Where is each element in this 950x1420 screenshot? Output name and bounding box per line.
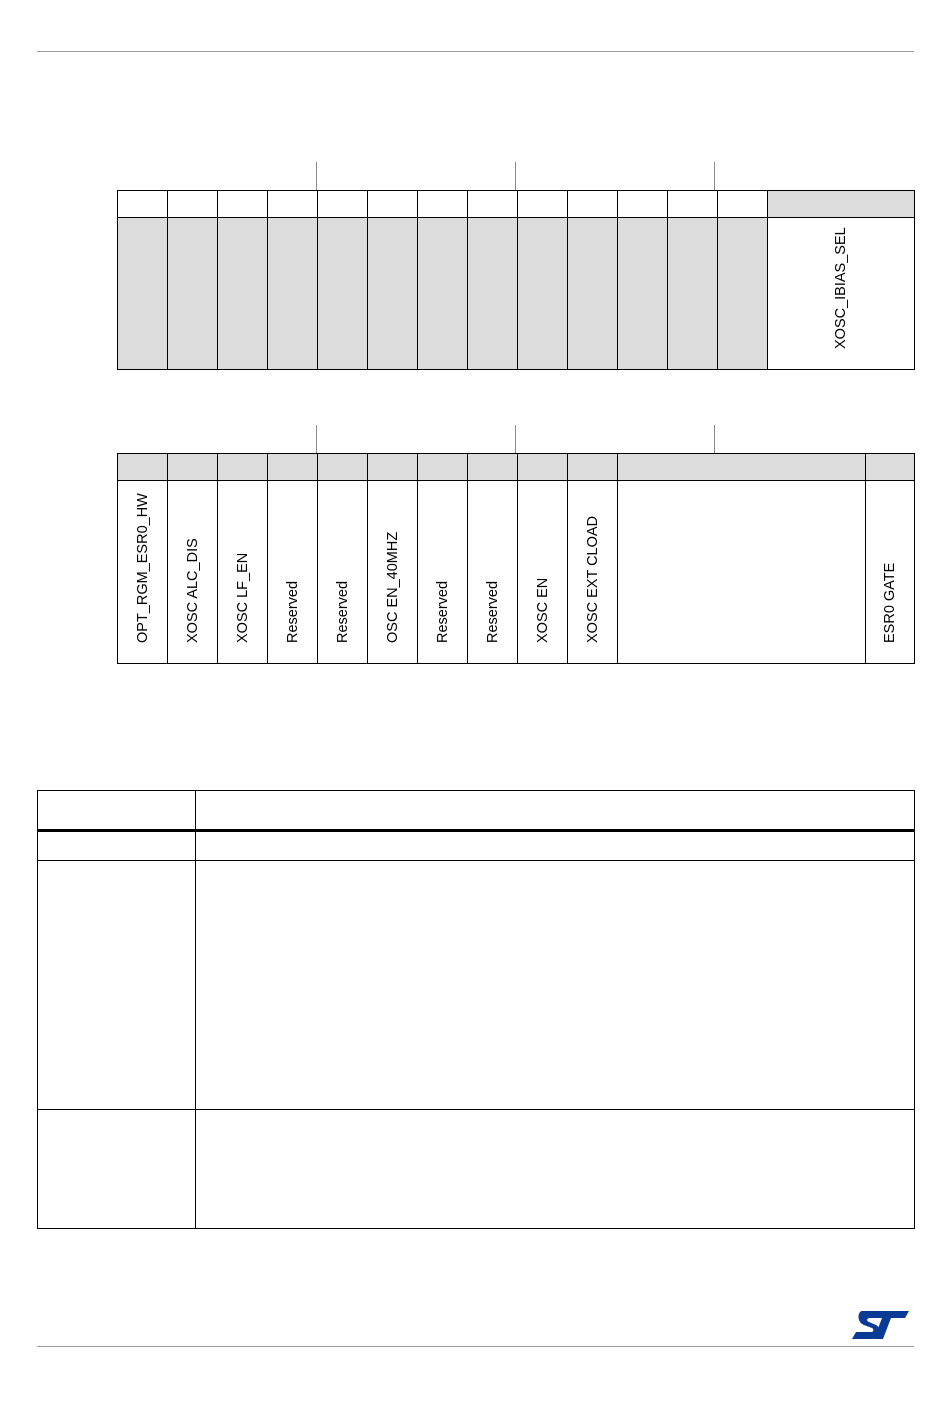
bit-number-cell bbox=[668, 191, 718, 218]
reserved-field bbox=[218, 218, 268, 370]
byte-tick bbox=[316, 425, 317, 453]
reserved-field bbox=[318, 218, 368, 370]
bit-number-cell bbox=[318, 191, 368, 218]
field-label: OSC EN_40MHZ bbox=[384, 531, 401, 643]
field-label: XOSC LF_EN bbox=[234, 552, 251, 643]
st-logo bbox=[852, 1310, 910, 1340]
bit-number-cell bbox=[218, 454, 268, 481]
bit-number-cell bbox=[468, 454, 518, 481]
byte-tick bbox=[515, 425, 516, 453]
table-cell bbox=[38, 831, 196, 861]
bit-number-cell bbox=[368, 454, 418, 481]
xosc-ext-cload-field bbox=[568, 481, 618, 664]
reserved-field bbox=[468, 481, 518, 664]
field-label: OPT_RGM_ESR0_HW bbox=[134, 492, 151, 643]
table-cell bbox=[196, 831, 915, 861]
reserved-field bbox=[418, 218, 468, 370]
byte-tick bbox=[515, 162, 516, 190]
field-label: XOSC EN bbox=[534, 577, 551, 643]
field-row bbox=[118, 218, 915, 370]
register-low-table bbox=[117, 453, 915, 664]
bit-number-cell bbox=[368, 191, 418, 218]
byte-tick bbox=[316, 162, 317, 190]
reserved-field bbox=[568, 218, 618, 370]
reserved-field bbox=[268, 481, 318, 664]
xosc-en-field bbox=[518, 481, 568, 664]
field-row bbox=[118, 481, 915, 664]
table-cell bbox=[38, 861, 196, 1110]
table-cell bbox=[196, 1110, 915, 1229]
bit-number-cell bbox=[568, 454, 618, 481]
bit-number-cell bbox=[118, 454, 168, 481]
bit-number-cell bbox=[218, 191, 268, 218]
osc-en-40mhz-field bbox=[368, 481, 418, 664]
field-label: ESR0 GATE bbox=[881, 562, 898, 643]
reserved-field bbox=[668, 218, 718, 370]
bit-number-cell bbox=[866, 454, 915, 481]
table-header-cell bbox=[196, 791, 915, 831]
reserved-field bbox=[718, 218, 768, 370]
bit-number-cell bbox=[518, 191, 568, 218]
field-label: XOSC_IBIAS_SEL bbox=[832, 226, 849, 349]
bit-number-cell bbox=[418, 191, 468, 218]
xosc-alc-dis-field bbox=[168, 481, 218, 664]
bit-number-cell bbox=[418, 454, 468, 481]
xosc-ibias-sel-field bbox=[768, 218, 915, 370]
reserved-field bbox=[368, 218, 418, 370]
bit-number-cell bbox=[268, 191, 318, 218]
field-label: Reserved bbox=[334, 580, 351, 643]
reserved-field bbox=[268, 218, 318, 370]
byte-tick bbox=[714, 425, 715, 453]
field-label: XOSC ALC_DIS bbox=[184, 537, 201, 643]
table-row bbox=[38, 1110, 915, 1229]
table-header-cell bbox=[38, 791, 196, 831]
table-cell bbox=[38, 1110, 196, 1229]
reserved-field bbox=[618, 218, 668, 370]
reserved-field bbox=[168, 218, 218, 370]
reserved-field bbox=[318, 481, 368, 664]
register-high-table bbox=[117, 190, 915, 370]
st-logo-s bbox=[852, 1311, 909, 1339]
bit-number-cell bbox=[268, 454, 318, 481]
bit-number-cell bbox=[718, 191, 768, 218]
table-cell bbox=[196, 861, 915, 1110]
reserved-field bbox=[518, 218, 568, 370]
xosc-lf-en-field bbox=[218, 481, 268, 664]
bit-number-cell bbox=[118, 191, 168, 218]
field-label: Reserved bbox=[434, 580, 451, 643]
blank-field bbox=[618, 481, 866, 664]
opt-rgm-esr0-hw-field bbox=[118, 481, 168, 664]
bit-number-cell bbox=[768, 191, 915, 218]
bit-number-cell bbox=[518, 454, 568, 481]
byte-tick bbox=[714, 162, 715, 190]
reserved-field bbox=[418, 481, 468, 664]
bit-number-row bbox=[118, 191, 915, 218]
footer-rule bbox=[37, 1346, 914, 1347]
bit-number-cell bbox=[618, 454, 866, 481]
header-rule bbox=[37, 51, 914, 52]
field-label: Reserved bbox=[284, 580, 301, 643]
table-header-row bbox=[38, 791, 915, 831]
bit-number-cell bbox=[318, 454, 368, 481]
esr0-gate-field bbox=[866, 481, 915, 664]
reserved-field bbox=[468, 218, 518, 370]
bit-number-cell bbox=[168, 454, 218, 481]
field-label: Reserved bbox=[484, 580, 501, 643]
bit-number-cell bbox=[618, 191, 668, 218]
table-row bbox=[38, 861, 915, 1110]
reserved-field bbox=[118, 218, 168, 370]
bit-number-row bbox=[118, 454, 915, 481]
bit-number-cell bbox=[168, 191, 218, 218]
bit-number-cell bbox=[468, 191, 518, 218]
table-row bbox=[38, 831, 915, 861]
bit-number-cell bbox=[568, 191, 618, 218]
field-label: XOSC EXT CLOAD bbox=[584, 515, 601, 643]
field-description-table bbox=[37, 790, 915, 1229]
